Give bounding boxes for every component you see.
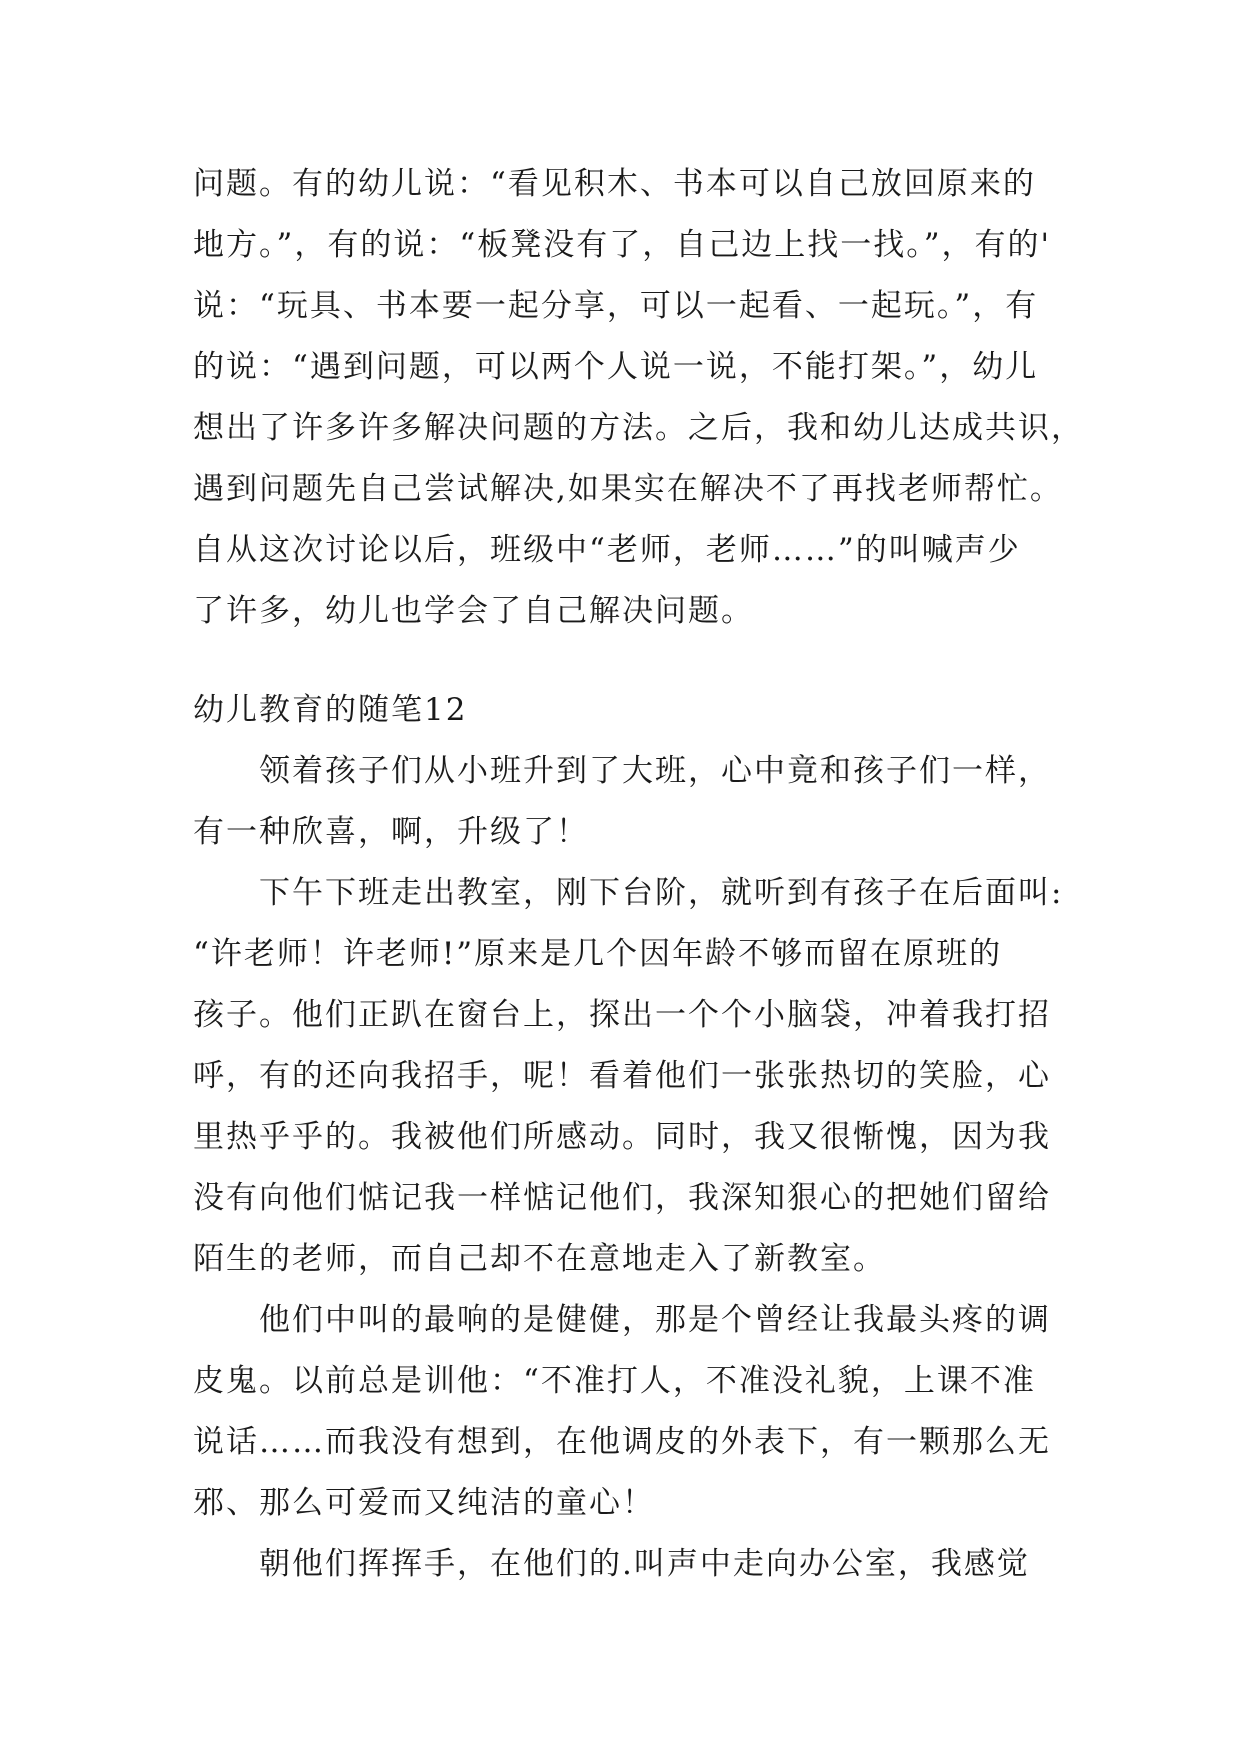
text-line: 的说：“遇到问题，可以两个人说一说，不能打架。”，幼儿 xyxy=(193,349,1039,385)
paragraph-continued xyxy=(193,154,1084,642)
text-line: 没有向他们惦记我一样惦记他们，我深知狠心的把她们留给 xyxy=(193,1180,1051,1216)
text-line: 说话……而我没有想到，在他调皮的外表下，有一颗那么无 xyxy=(193,1424,1051,1460)
text-line: 皮鬼。以前总是训他：“不准打人，不准没礼貌，上课不准 xyxy=(193,1363,1036,1399)
text-line: 呼，有的还向我招手，呢！看着他们一张张热切的笑脸，心 xyxy=(193,1058,1051,1094)
text-line: 问题。有的幼儿说：“看见积木、书本可以自己放回原来的 xyxy=(193,166,1036,202)
text-line: 地方。”，有的说：“板凳没有了，自己边上找一找。”，有的' xyxy=(193,227,1052,263)
text-line: 陌生的老师，而自己却不在意地走入了新教室。 xyxy=(193,1241,886,1277)
text-line: 邪、那么可爱而又纯洁的童心！ xyxy=(193,1485,655,1521)
text-line: 有一种欣喜，啊，升级了！ xyxy=(193,814,589,850)
text-line: 说：“玩具、书本要一起分享，可以一起看、一起玩。”，有 xyxy=(193,288,1039,324)
text-line: 想出了许多许多解决问题的方法。之后，我和幼儿达成共识， xyxy=(193,410,1084,446)
essay-section xyxy=(193,680,1064,1595)
text-line: 里热乎乎的。我被他们所感动。同时，我又很惭愧，因为我 xyxy=(193,1119,1051,1155)
text-line: 下午下班走出教室，刚下台阶，就听到有孩子在后面叫: xyxy=(259,875,1064,911)
text-line: 他们中叫的最响的是健健，那是个曾经让我最头疼的调 xyxy=(259,1302,1051,1338)
text-line: 朝他们挥挥手，在他们的.叫声中走向办公室，我感觉 xyxy=(259,1546,1030,1582)
section-heading: 幼儿教育的随笔12 xyxy=(193,692,468,728)
text-line: 自从这次讨论以后，班级中“老师，老师……”的叫喊声少 xyxy=(193,532,1021,568)
text-line: 孩子。他们正趴在窗台上，探出一个个小脑袋，冲着我打招 xyxy=(193,997,1051,1033)
text-line: 了许多，幼儿也学会了自己解决问题。 xyxy=(193,593,754,629)
text-line: 领着孩子们从小班升到了大班，心中竟和孩子们一样， xyxy=(259,753,1051,789)
text-line: 遇到问题先自己尝试解决,如果实在解决不了再找老师帮忙。 xyxy=(193,471,1063,507)
text-line: “许老师！许老师!”原来是几个因年龄不够而留在原班的 xyxy=(193,936,1003,972)
